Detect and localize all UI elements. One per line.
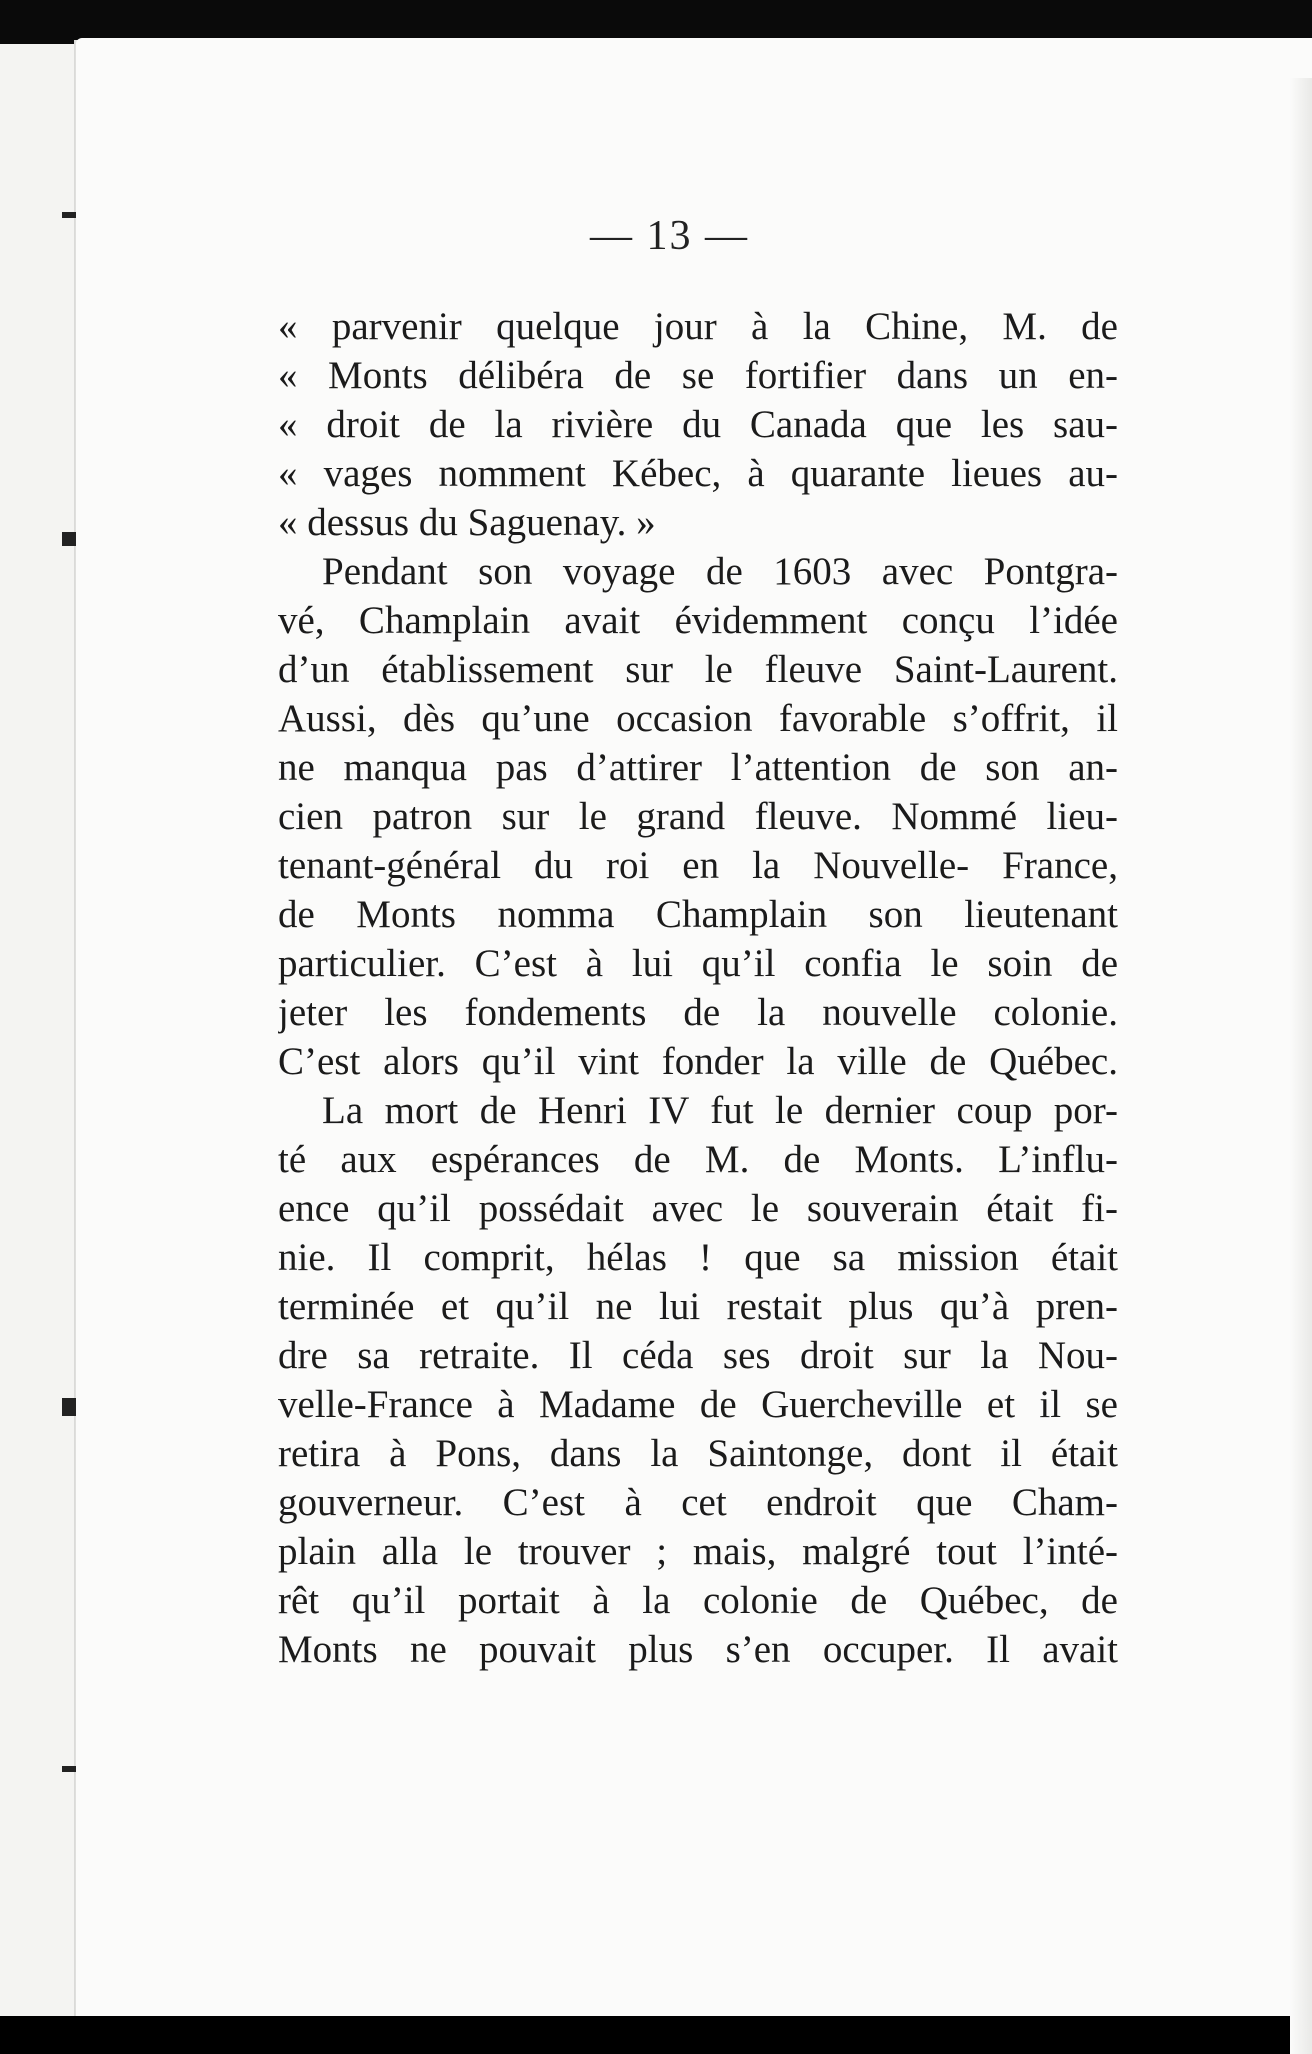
text-line: ence qu’il possédait avec le souverain était fi-	[278, 1187, 1118, 1230]
text-line: dre sa retraite. Il céda ses droit sur la Nou-	[278, 1334, 1118, 1377]
text-line: de Monts nomma Champlain son lieutenant	[278, 893, 1118, 936]
text-line: « vages nomment Kébec, à quarante lieues au-	[278, 452, 1118, 495]
text-line: té aux espérances de M. de Monts. L’influ-	[278, 1138, 1118, 1181]
binding-gutter	[0, 44, 80, 2016]
text-line: C’est alors qu’il vint fonder la ville de Québec.	[278, 1040, 1118, 1083]
text-line: Monts ne pouvait plus s’en occuper. Il avait	[278, 1628, 1118, 1671]
text-line: « dessus du Saguenay. »	[278, 501, 656, 544]
text-line: vé, Champlain avait évidemment conçu l’idée	[278, 599, 1118, 642]
page-number: — 13 —	[590, 213, 749, 259]
text-line: Pendant son voyage de 1603 avec Pontgra-	[322, 550, 1118, 593]
text-line: « Monts délibéra de se fortifier dans un en-	[278, 354, 1118, 397]
text-line: retira à Pons, dans la Saintonge, dont il était	[278, 1432, 1118, 1475]
body-text	[278, 302, 1118, 1674]
text-line: d’un établissement sur le fleuve Saint-Laurent.	[278, 648, 1118, 691]
text-line: plain alla le trouver ; mais, malgré tout l’inté-	[278, 1530, 1118, 1573]
text-line: Aussi, dès qu’une occasion favorable s’offrit, il	[278, 697, 1118, 740]
page-edge-shade	[1290, 78, 1312, 2054]
text-line: particulier. C’est à lui qu’il confia le soin de	[278, 942, 1118, 985]
text-line: nie. Il comprit, hélas ! que sa mission était	[278, 1236, 1118, 1279]
text-line: rêt qu’il portait à la colonie de Québec, de	[278, 1579, 1118, 1622]
text-line: ne manqua pas d’attirer l’attention de son an-	[278, 746, 1118, 789]
text-line: « parvenir quelque jour à la Chine, M. de	[278, 305, 1118, 348]
text-line: gouverneur. C’est à cet endroit que Cham-	[278, 1481, 1118, 1524]
text-line: cien patron sur le grand fleuve. Nommé lieu-	[278, 795, 1118, 838]
text-line: jeter les fondements de la nouvelle colonie.	[278, 991, 1118, 1034]
text-line: « droit de la rivière du Canada que les sau-	[278, 403, 1118, 446]
text-line: La mort de Henri IV fut le dernier coup por-	[322, 1089, 1118, 1132]
text-line: velle-France à Madame de Guercheville et il se	[278, 1383, 1118, 1426]
text-line: tenant-général du roi en la Nouvelle- France,	[278, 844, 1118, 887]
text-line: terminée et qu’il ne lui restait plus qu’à pren-	[278, 1285, 1118, 1328]
